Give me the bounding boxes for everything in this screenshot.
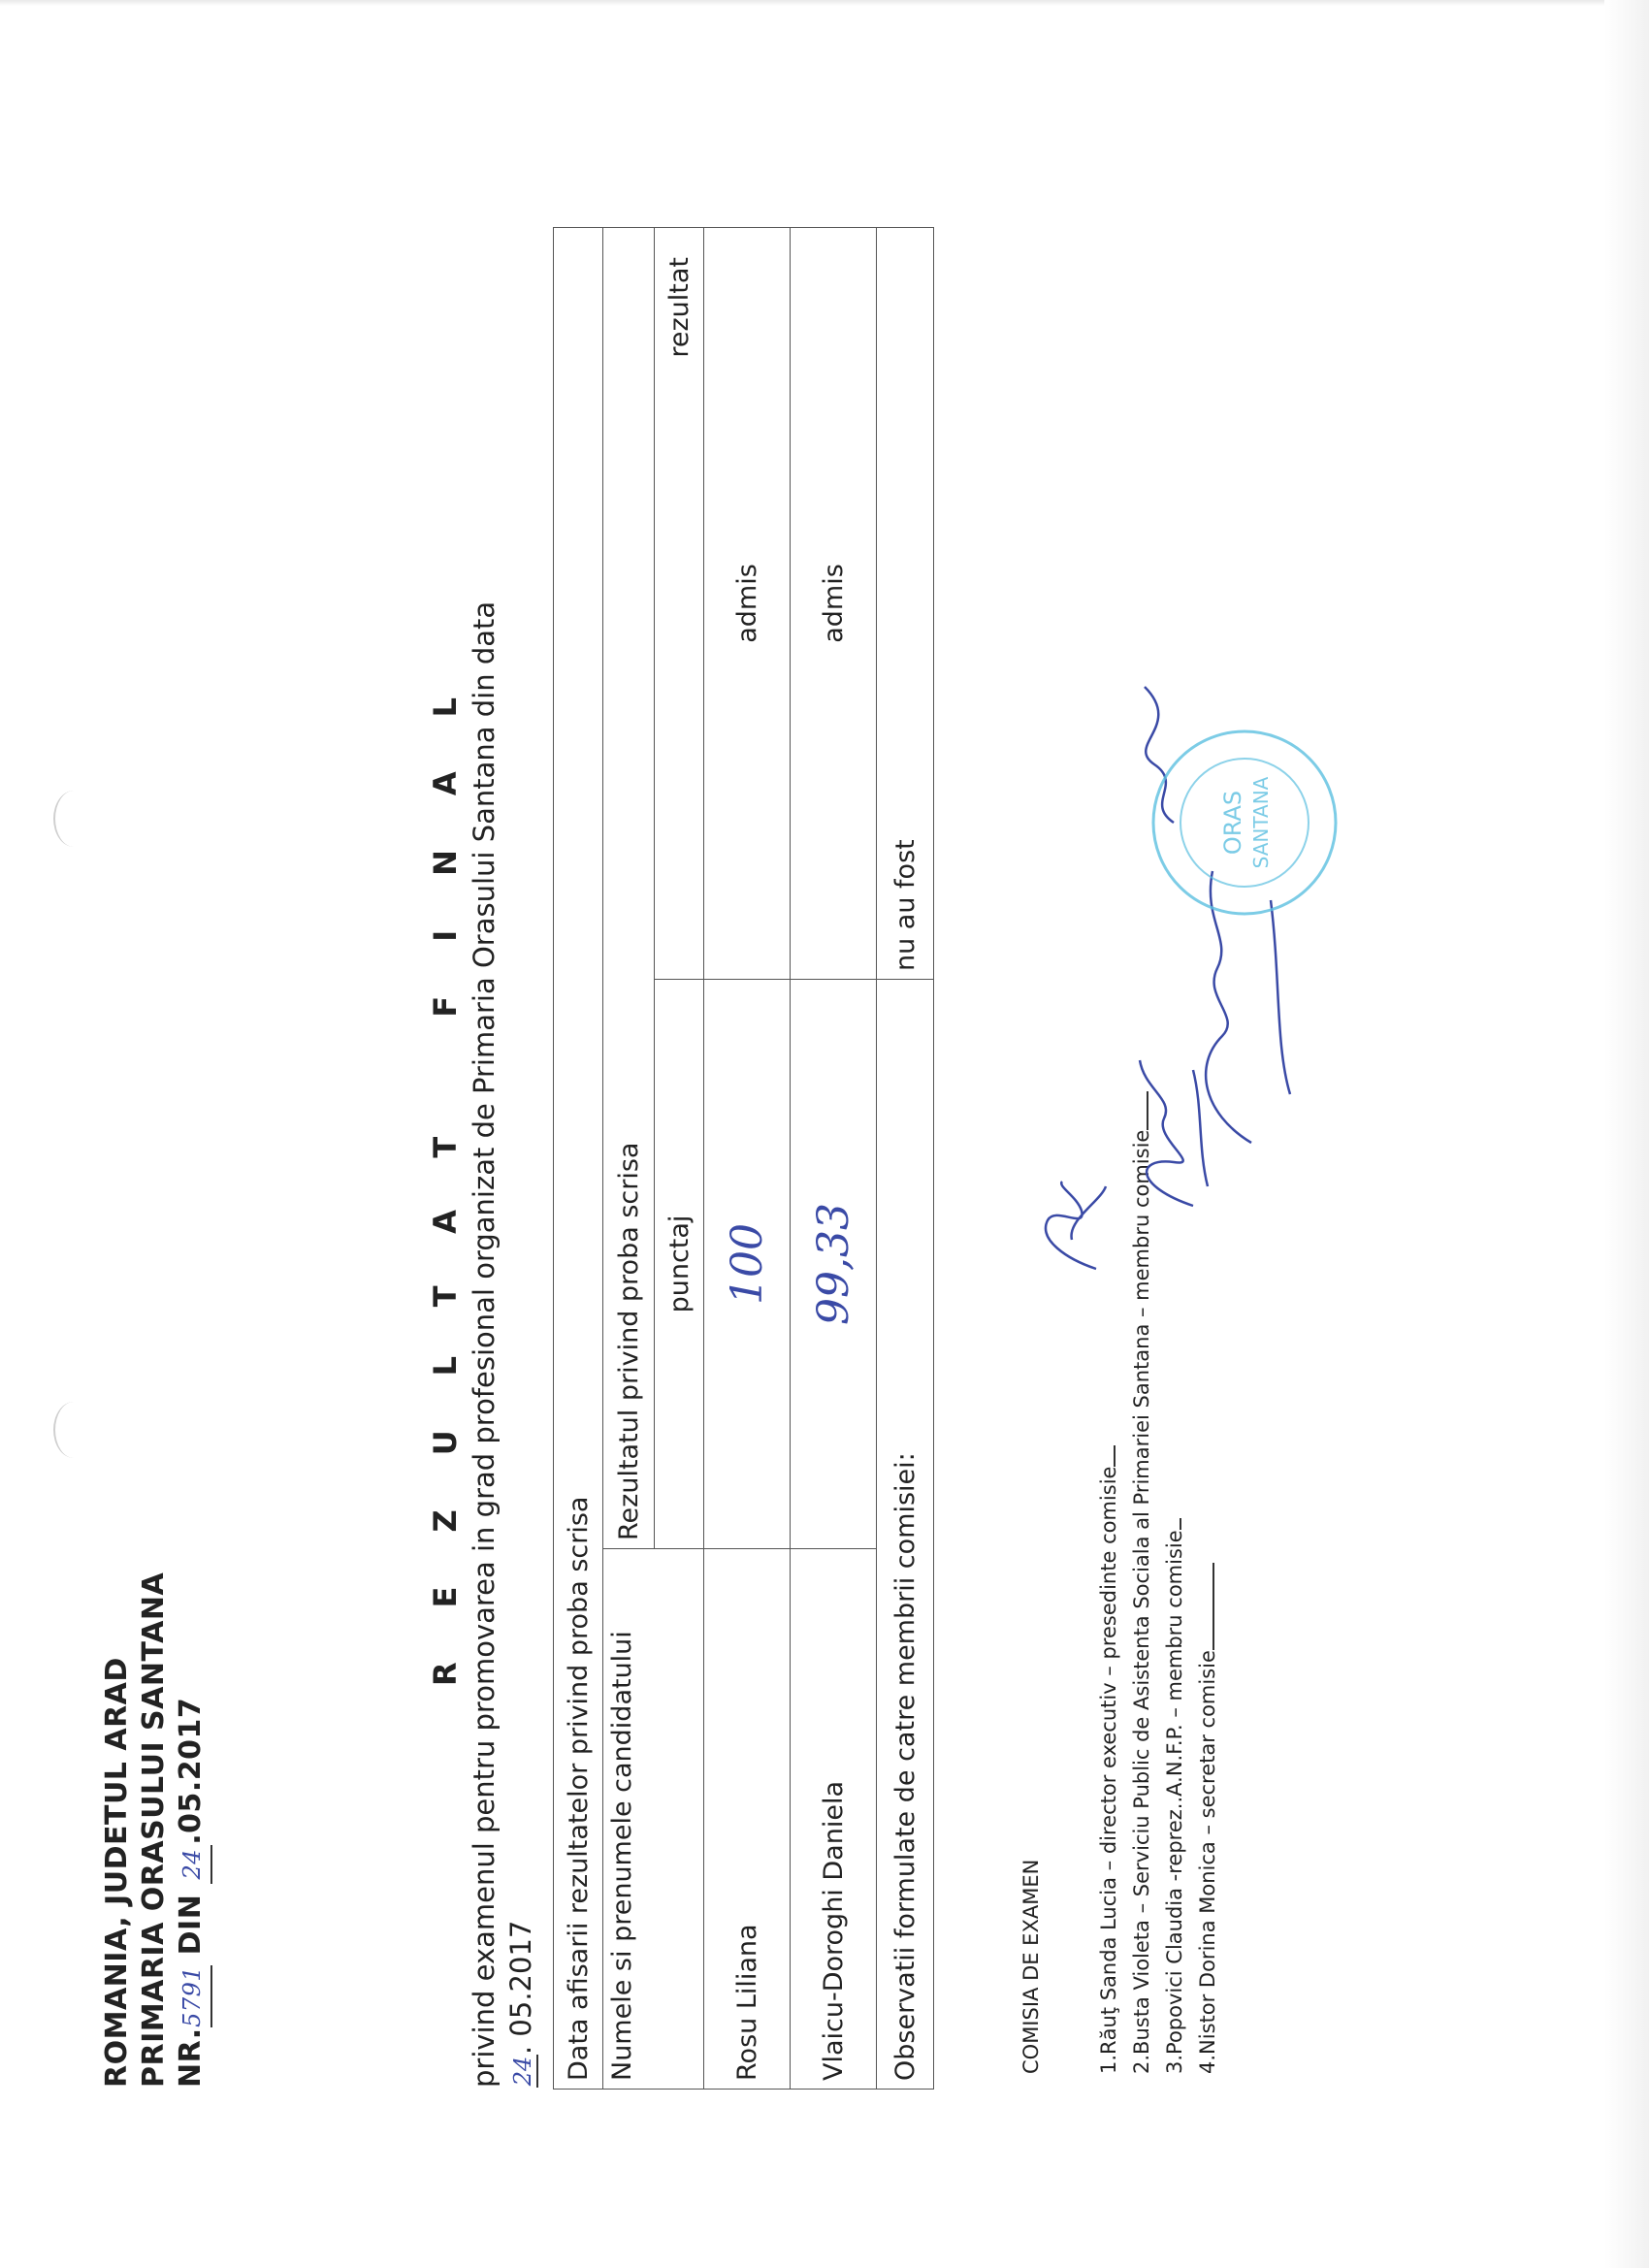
table-row bbox=[704, 228, 791, 2090]
table-row bbox=[877, 228, 934, 2090]
table-row bbox=[791, 228, 877, 2090]
candidate-name: Rosu Liliana bbox=[704, 1549, 791, 2090]
nr-label: NR. bbox=[174, 2027, 208, 2088]
din-label: DIN bbox=[174, 1894, 208, 1956]
intro-date bbox=[504, 1921, 538, 2088]
candidate-result: admis bbox=[791, 228, 877, 980]
column-header-punctaj: punctaj bbox=[655, 980, 704, 1549]
signature-line bbox=[1094, 1445, 1116, 1467]
official-stamp bbox=[1148, 726, 1342, 920]
candidate-score bbox=[791, 980, 877, 1549]
table-row bbox=[554, 228, 603, 2090]
commission-member bbox=[1125, 1091, 1158, 2074]
commission-heading: COMISIA DE EXAMEN bbox=[1019, 1859, 1043, 2074]
candidate-name: Vlaicu-Doroghi Daniela bbox=[791, 1549, 877, 2090]
header-line-institution: PRIMARIA ORASULUI SANTANA bbox=[137, 1571, 171, 2088]
commission-member-text: 4.Nistor Dorina Monica – secretar comisie bbox=[1196, 1650, 1219, 2074]
column-header-rezultat: rezultat bbox=[655, 228, 704, 980]
intro-text: privind examenul pentru promovarea in grad profesional organizat de Primaria Orasului Santana din data bbox=[468, 600, 501, 2088]
commission-member-text: 3.Popovici Claudia -reprez..A.N.F.P. – membru comisie bbox=[1163, 1530, 1186, 2074]
posting-date-cell: Data afisarii rezultatelor privind proba scrisa bbox=[554, 228, 603, 2090]
commission-member-text: 1.Răuţ Sanda Lucia – director executiv – presedinte comisie bbox=[1097, 1466, 1120, 2074]
column-header-result-group: Rezultatul privind proba scrisa bbox=[603, 228, 655, 1549]
signature-president bbox=[1028, 1172, 1116, 1279]
commission-member-text: 2.Busta Violeta – Serviciu Public de Asistenta Sociala al Primariei Santana – membru comisie bbox=[1130, 1129, 1153, 2074]
header-registration bbox=[173, 1572, 212, 2088]
nr-value: 5791 bbox=[174, 1965, 212, 2027]
document-title: REZULTAT FINAL bbox=[427, 642, 464, 1686]
signature-line bbox=[1160, 1518, 1181, 1530]
candidate-score-value: 100 bbox=[722, 1223, 772, 1305]
svg-text:ORAS: ORAS bbox=[1219, 790, 1246, 856]
commission-member bbox=[1191, 1091, 1224, 2074]
commission-member bbox=[1158, 1091, 1191, 2074]
din-rest: .05.2017 bbox=[174, 1697, 208, 1845]
observations-value: nu au fost bbox=[877, 228, 934, 980]
candidate-result: admis bbox=[704, 228, 791, 980]
observations-label: Observatii formulate de catre membrii comisiei: bbox=[877, 980, 934, 2090]
svg-text:SANTANA: SANTANA bbox=[1249, 776, 1273, 869]
din-day: 24 bbox=[174, 1845, 212, 1884]
candidate-score bbox=[704, 980, 791, 1549]
column-header-name: Numele si prenumele candidatului bbox=[603, 1549, 704, 2090]
table-row bbox=[603, 228, 655, 2090]
header-line-county: ROMANIA, JUDETUL ARAD bbox=[100, 1657, 134, 2088]
results-table bbox=[553, 227, 934, 2090]
intro-date-day: 24 bbox=[509, 2056, 536, 2087]
candidate-score-value: 99,33 bbox=[808, 1203, 858, 1325]
intro-date-rest: . 05.2017 bbox=[504, 1920, 537, 2055]
signature-line bbox=[1193, 1563, 1214, 1650]
document-header bbox=[99, 1572, 212, 2088]
